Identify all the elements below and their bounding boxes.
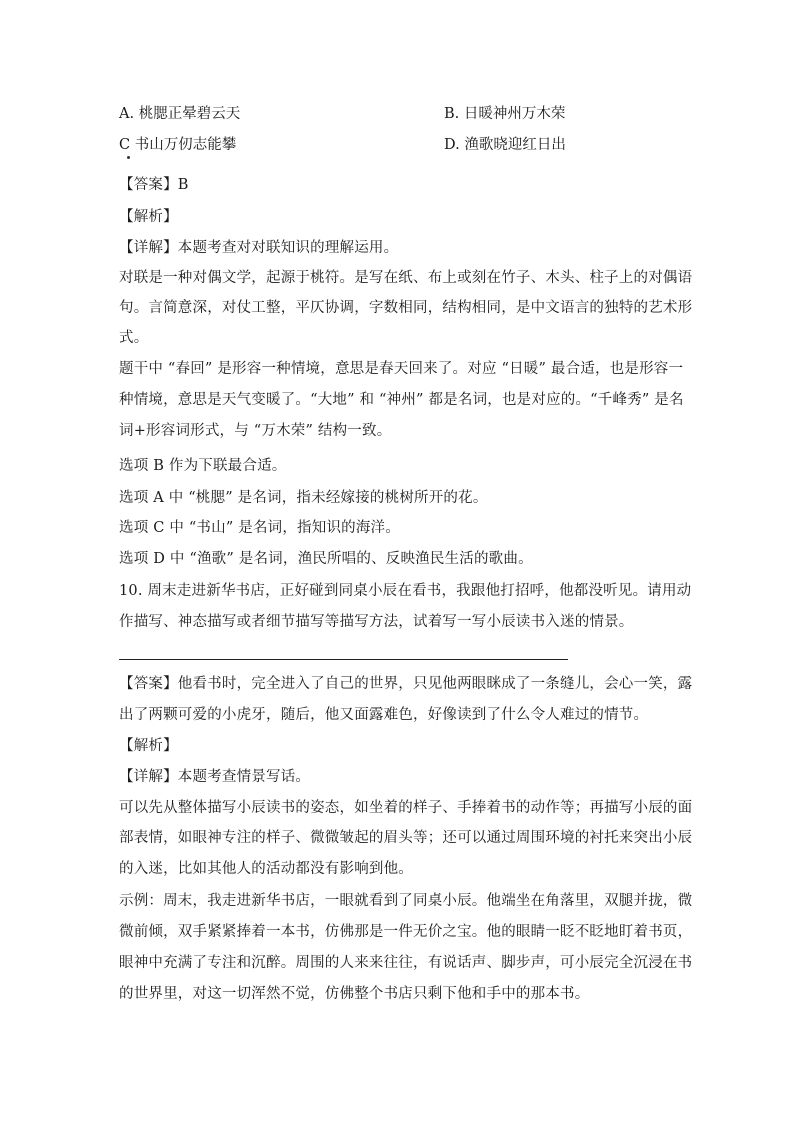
q9-answer: 【答案】B xyxy=(119,177,189,193)
q9-paragraph-line: 题干中 “春回” 是形容一种情境，意思是春天回来了。对应 “日暖” 最合适，也是形容一 xyxy=(119,361,684,377)
q9-paragraph-line: 词+形容词形式，与 “万木荣” 结构一致。 xyxy=(119,423,392,439)
q9-analysis-heading: 【解析】 xyxy=(119,209,178,225)
q10-question-line: 作描写、神态描写或者细节描写等描写方法，试着写一写小辰读书入迷的情景。 xyxy=(119,614,634,630)
emphasis-dot xyxy=(127,156,130,159)
q10-detail: 【详解】本题考查情景写话。 xyxy=(119,769,311,785)
option-d: D. 渔歌晓迎红日出 xyxy=(444,137,566,153)
option-b: B. 日暖神州万木荣 xyxy=(444,106,566,122)
answer-blank-line xyxy=(119,659,568,660)
q10-answer-line: 【答案】他看书时，完全进入了自己的世界，只见他两眼眯成了一条缝儿，会心一笑，露 xyxy=(119,676,693,692)
q10-question-line: 10. 周末走进新华书店，正好碰到同桌小辰在看书，我跟他打招呼，他都没听见。请用动 xyxy=(119,583,692,599)
q10-paragraph-line: 部表情，如眼神专注的样子、微微皱起的眉头等；还可以通过周围环境的衬托来突出小辰 xyxy=(119,830,693,846)
q10-paragraph-line: 的入迷，比如其他人的活动都没有影响到他。 xyxy=(119,861,413,877)
q9-paragraph-line: 对联是一种对偶文学，起源于桃符。是写在纸、布上或刻在竹子、木头、柱子上的对偶语 xyxy=(119,270,693,286)
q9-option-note: 选项 D 中 “渔歌” 是名词，渔民所唱的、反映渔民生活的歌曲。 xyxy=(119,551,533,567)
q9-detail: 【详解】本题考查对对联知识的理解运用。 xyxy=(119,240,399,256)
q10-answer-line: 出了两颗可爱的小虎牙，随后，他又面露难色，好像读到了什么令人难过的情节。 xyxy=(119,707,649,723)
q10-example-line: 微前倾，双手紧紧捧着一本书，仿佛那是一件无价之宝。他的眼睛一眨不眨地盯着书页， xyxy=(119,924,693,940)
q9-paragraph-line: 式。 xyxy=(119,330,149,346)
q9-option-note: 选项 A 中 “桃腮” 是名词，指未经嫁接的桃树所开的花。 xyxy=(119,490,488,506)
q10-example-line: 眼神中充满了专注和沉醉。周围的人来来往往，有说话声、脚步声，可小辰完全沉浸在书 xyxy=(119,955,693,971)
q10-example-line: 的世界里，对这一切浑然不觉，仿佛整个书店只剩下他和手中的那本书。 xyxy=(119,986,590,1002)
option-c: C 书山万仞志能攀 xyxy=(119,137,237,153)
q10-analysis-heading: 【解析】 xyxy=(119,738,178,754)
q10-paragraph-line: 可以先从整体描写小辰读书的姿态，如坐着的样子、手捧着书的动作等；再描写小辰的面 xyxy=(119,800,693,816)
q10-example-line: 示例：周末，我走进新华书店，一眼就看到了同桌小辰。他端坐在角落里，双腿并拢，微 xyxy=(119,893,693,909)
q9-option-note: 选项 B 作为下联最合适。 xyxy=(119,458,287,474)
q9-option-note: 选项 C 中 “书山” 是名词，指知识的海洋。 xyxy=(119,520,400,536)
q9-paragraph-line: 种情境，意思是天气变暖了。“大地” 和 “神州” 都是名词，也是对应的。“千峰秀” 是名 xyxy=(119,392,684,408)
option-a: A. 桃腮正晕碧云天 xyxy=(119,106,241,122)
q9-paragraph-line: 句。言简意深，对仗工整，平仄协调，字数相同，结构相同，是中文语言的独特的艺术形 xyxy=(119,300,693,316)
